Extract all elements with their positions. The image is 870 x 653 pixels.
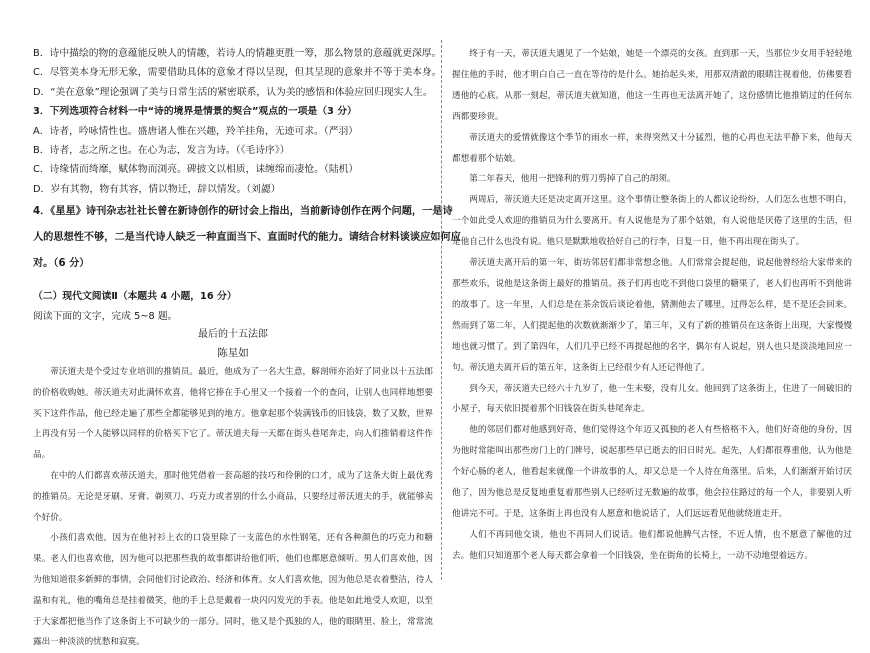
article-paragraph: 蒂沃道夫离开后的第一年，街坊邻居们都非常想念他。人们常常会提起他，说起他曾经给大家带来的那些欢乐，说他是这条街上最好的推销员。孩子们再也吃不到他口袋里的糖果了，老人们也再听不到他讲的故事了。这一年里，人们总是在茶余饭后谈论着他，猜测他去了哪里，过得怎么样，是不是还会回来。然而到了第二年，人们提起他的次数就渐渐少了，第三年，又有了新的推销员在这条街上出现，大家慢慢地也就习惯了。到了第四年，人们几乎已经不再提起他的名字，偶尔有人说起，别人也只是淡淡地回应一句。蒂沃道夫离开后的第五年，这条街上已经很少有人还记得他了。: [452, 258, 852, 373]
question-3: 3．下列选项符合材料一中“诗的境界是情景的契合”观点的一项是（3 分）: [33, 106, 357, 118]
article-paragraph: 到今天，蒂沃道夫已经六十九岁了，他一生未娶，没有儿女。他回到了这条街上，住进了一间破旧的小屋子，每天依旧提着那个旧钱袋在街头巷尾奔走。: [452, 383, 852, 415]
article-paragraph: 在中的人们都喜欢蒂沃道夫，那时他凭借着一套高超的技巧和伶俐的口才，成为了这条大街上最优秀的推销员。无论是牙刷、牙膏、剃须刀、巧克力或者别的什么小商品，只要经过蒂沃道夫的手，就能够卖个好价。: [33, 471, 433, 523]
article-paragraph: 蒂沃道夫是个受过专业培训的推销员。最近，他成为了一名大生意，解剖师亦治好了同业以十五法郎的价格收购她。蒂沃道夫对此满怀欢喜，他将它捧在手心里又一个接着一个的查问，让别人也同样地想要买下这件作品，他已经走遍了那些全都能够见到的地方。他拿起那个装满钱币的旧钱袋，数了又数，世界上再没有另一个人能够以同样的价格买下它了。蒂沃道夫每一天都在街头巷尾奔走，向人们推销着这件作品。: [33, 367, 433, 461]
q3-option-c: C．诗缘情而绮靡，赋体物而浏亮。碑披文以相质，诔缠绵而凄怆。（陆机）: [33, 164, 359, 176]
q2-option-c: C．尽管美本身无形无象，需要借助具体的意象才得以呈现，但其呈现的意象并不等于美本身。: [33, 67, 442, 79]
q3-option-a: A．诗者，吟咏情性也。盛唐诸人惟在兴趣，羚羊挂角，无迹可求。（严羽）: [33, 125, 359, 137]
question-4-line-1: 4．《星星》诗刊杂志社社长曾在新诗创作的研讨会上指出，当前新诗创作在两个问题，一是诗: [33, 206, 453, 218]
article-paragraph: 终于有一天，蒂沃道夫遇见了一个姑娘，她是一个漂亮的女孩。直到那一天，当那位少女用手轻轻地握住他的手时，他才明白自己一直在等待的是什么。她抬起头来，用那双清澈的眼睛注视着他，仿佛要看透他的心底。从那一刻起，蒂沃道夫就知道，他这一生再也无法离开她了，这份感情比他推销过的任何东西都要珍贵。: [452, 49, 852, 122]
left-column: [33, 44, 461, 653]
q3-option-b: B．诗者，志之所之也。在心为志，发言为诗。（《毛诗序》）: [33, 145, 290, 157]
right-column: [452, 44, 852, 567]
article-paragraph: 第二年春天，他用一把锋利的剪刀剪掉了自己的胡须。: [469, 174, 676, 185]
section-heading: （二）现代文阅读Ⅱ（本题共 4 小题，16 分）: [33, 291, 237, 303]
article-paragraph: 蒂沃道夫的爱情就像这个季节的雨水一样，来得突然又十分猛烈，他的心再也无法平静下来，他每天都想着那个姑娘。: [452, 132, 852, 164]
article-title: 最后的十五法郎: [198, 329, 268, 341]
article-paragraph: 小孩们喜欢他，因为在他衬衫上衣的口袋里除了一支蓝色的水性钢笔，还有各种颜色的巧克力和糖果。老人们也喜欢他，因为他可以把那些我的故事都讲给他们听，他们也都愿意倾听。男人们喜欢他，因为他知道很多新鲜的事情，会同他们讨论政治、经济和体育。女人们喜欢他，因为他总是衣着整洁，待人温和有礼，他的嘴角总是挂着微笑，他的手上总是戴着一块闪闪发光的手表。他是如此地受人欢迎，以至于大家都把他当作了这条街上不可缺少的一部分。同时，他又是个孤独的人，他的眼睛里、脸上，常常流露出一种淡淡的忧愁和寂寞。: [33, 533, 433, 648]
question-4-line-2: 人的思想性不够，二是当代诗人缺乏一种直面当下、直面时代的能力。请结合材料谈谈应如何应: [33, 232, 461, 244]
spacer: [33, 277, 433, 287]
column-divider: [441, 40, 442, 580]
question-4-line-3: 对。（6 分）: [33, 258, 90, 270]
q2-option-b: B．诗中描绘的物的意蕴能反映人的情趣，若诗人的情趣更胜一筹，那么物景的意蕴就更深厚。: [33, 48, 442, 59]
q2-option-d: D．“美在意象”理论强调了美与日常生活的紧密联系，认为美的感悟和体验应回归现实人生。: [33, 86, 433, 98]
article-paragraph: 他的邻居们都对他感到好奇，他们觉得这个年迈又孤独的老人有些格格不入，他们好奇他的身份，因为他时常能叫出那些房门上的门牌号，说起那些早已逝去的旧日时光。起先，人们都很尊重他，认为他是个好心肠的老人，他看起来就像一个讲故事的人，却又总是一个人待在角落里。后来，人们渐渐开始讨厌他了，因为他总是反复地重复着那些别人已经听过无数遍的故事，他会拉住路过的每一个人，非要别人听他讲完不可。于是，这条街上再也没有人愿意和他说话了，人们远远看见他就绕道走开。: [452, 425, 852, 519]
q3-option-d: D．岁有其物，物有其容，情以物迁，辞以情发。（刘勰）: [33, 183, 281, 195]
article-author: 陈星如: [217, 347, 249, 360]
reading-instruction: 阅读下面的文字，完成 5~8 题。: [33, 310, 178, 322]
article-paragraph: 两周后，蒂沃道夫还是决定离开这里。这个事情让整条街上的人都议论纷纷，人们怎么也想不明白，一个如此受人欢迎的推销员为什么要离开。有人说他是为了那个姑娘，有人说他是厌倦了这里的生活，但是他自己什么也没有说。他只是默默地收拾好自己的行李，日复一日，他不再出现在街头了。: [452, 195, 852, 248]
article-paragraph: 人们不再同他交谈，他也不再同人们说话。他们都说他脾气古怪，不近人情，也不愿意了解他的过去。他们只知道那个老人每天都会拿着一个旧钱袋，坐在街角的长椅上，一动不动地望着远方。: [452, 529, 852, 561]
